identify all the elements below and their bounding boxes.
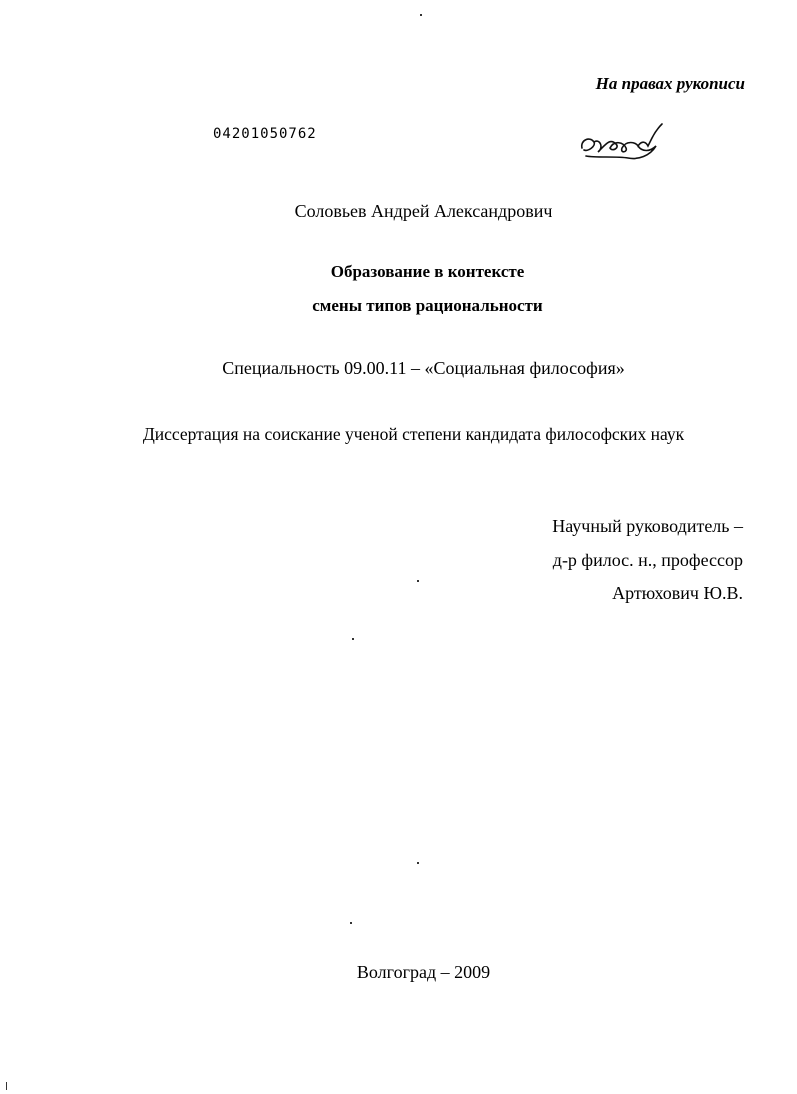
- supervisor-role: Научный руководитель –: [552, 516, 743, 536]
- handwritten-signature: [576, 118, 668, 164]
- document-code: 04201050762: [213, 126, 317, 142]
- supervisor-name: Артюхович Ю.В.: [612, 583, 743, 603]
- supervisor-credentials: д-р филос. н., профессор: [552, 550, 743, 570]
- rights-notice: На правах рукописи: [595, 74, 745, 93]
- author-name: Соловьев Андрей Александрович: [294, 201, 553, 221]
- scan-speck: [352, 638, 354, 640]
- degree-line: Диссертация на соискание ученой степени кандидата философских наук: [142, 424, 685, 444]
- thesis-title-line-2: смены типов рациональности: [312, 296, 543, 315]
- thesis-title-line-1: Образование в контексте: [330, 262, 525, 281]
- specialty-line: Специальность 09.00.11 – «Социальная философия»: [222, 358, 625, 378]
- scan-speck: [420, 14, 422, 16]
- scan-speck: [350, 922, 352, 924]
- scan-speck: [417, 580, 419, 582]
- place-and-year: Волгоград – 2009: [356, 962, 491, 982]
- scan-speck: [6, 1082, 7, 1090]
- scan-speck: [417, 862, 419, 864]
